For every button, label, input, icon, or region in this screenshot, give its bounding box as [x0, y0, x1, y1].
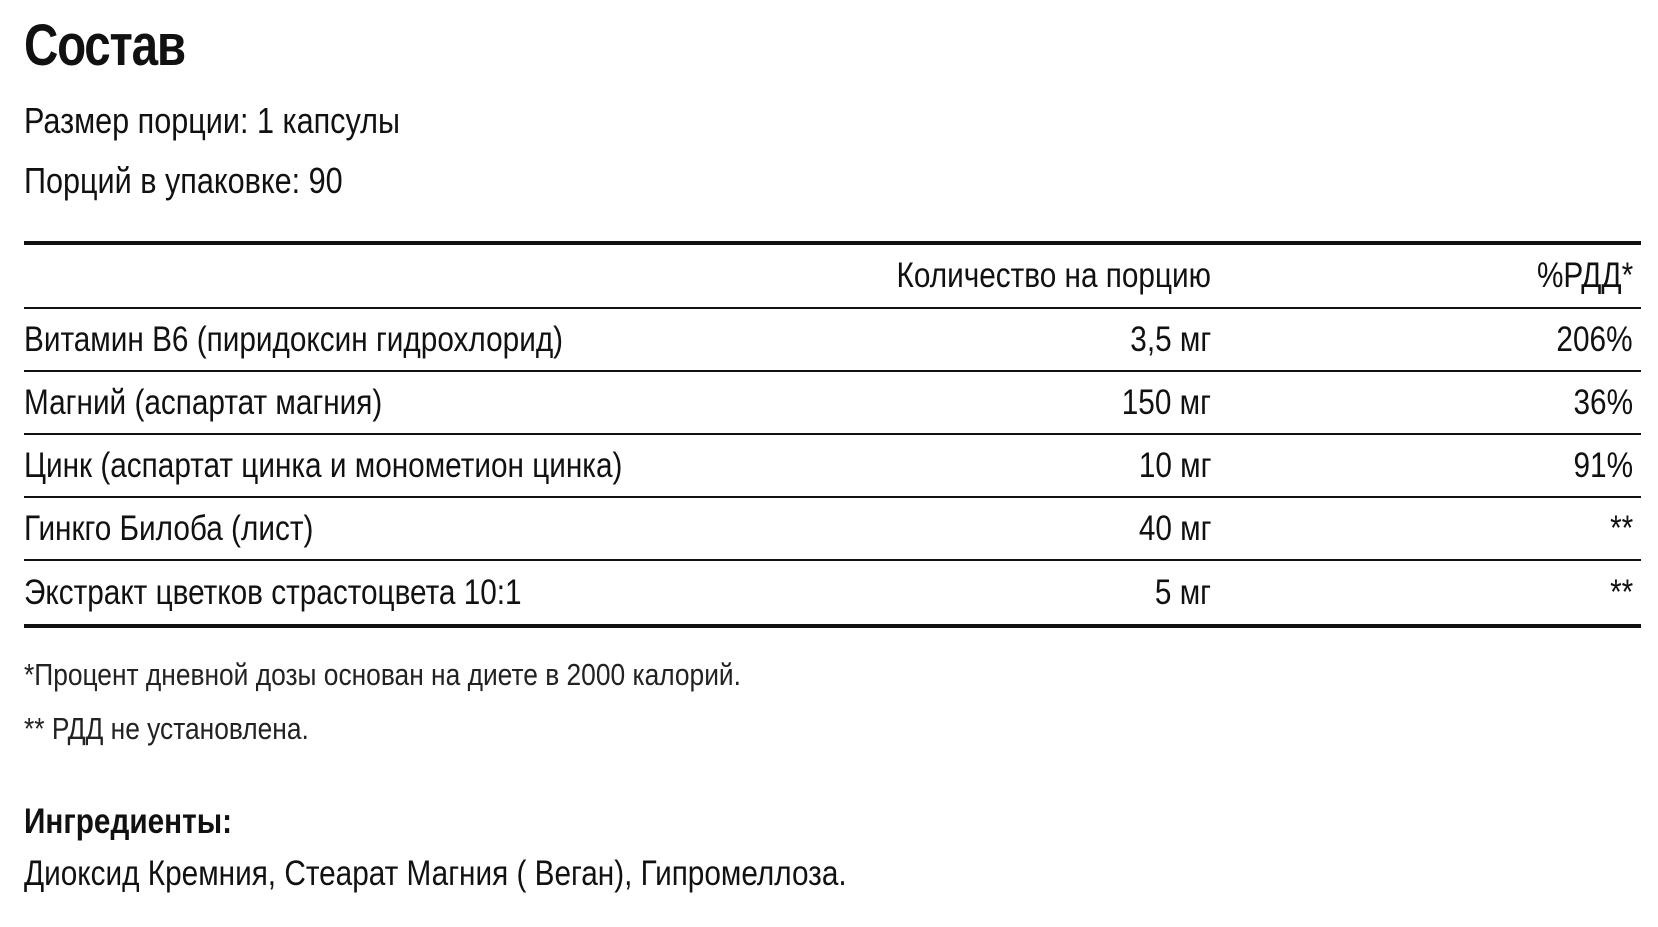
ingredients-list: Диоксид Кремния, Стеарат Магния ( Веган), Гипромеллоза. [24, 854, 847, 893]
nutrient-dv: 36% [1573, 382, 1633, 422]
ingredients-heading: Ингредиенты: [24, 802, 233, 841]
nutrient-dv-cell [1563, 435, 1633, 496]
nutrient-amount: 10 мг [1138, 445, 1211, 485]
nutrient-name: Экстракт цветков страстоцвета 10:1 [24, 572, 522, 612]
table-row [24, 498, 1641, 561]
header-dv-label: %РДД* [1536, 256, 1633, 295]
nutrient-amount-cell [1106, 372, 1211, 433]
nutrient-dv-cell [1606, 561, 1633, 624]
nutrient-amount: 150 мг [1121, 382, 1211, 422]
page-title: Состав [24, 13, 185, 78]
nutrient-name-cell [24, 309, 658, 370]
nutrient-name: Цинк (аспартат цинка и монометион цинка) [24, 445, 623, 485]
supplement-facts-table [24, 241, 1641, 628]
nutrient-name: Магний (аспартат магния) [24, 382, 383, 422]
nutrient-dv-cell [1606, 498, 1633, 559]
table-row [24, 435, 1641, 498]
table-row [24, 561, 1641, 624]
nutrient-dv: 206% [1556, 319, 1633, 359]
nutrient-dv: ** [1609, 508, 1633, 548]
nutrient-name: Витамин В6 (пиридоксин гидрохлорид) [24, 319, 564, 359]
table-header-row [24, 245, 1641, 309]
nutrient-name-cell [24, 498, 364, 559]
nutrient-name-cell [24, 435, 728, 496]
nutrient-amount-cell [1116, 309, 1211, 370]
servings-per-container: Порций в упаковке: 90 [24, 160, 343, 201]
footnote-not-established: ** РДД не установлена. [24, 711, 309, 746]
nutrient-name: Гинкго Билоба (лист) [24, 508, 314, 548]
table-row [24, 372, 1641, 435]
footnote-daily-value: *Процент дневной дозы основан на диете в 2000 калорий. [24, 657, 741, 692]
nutrient-amount: 40 мг [1138, 508, 1211, 548]
nutrient-amount-cell [1126, 498, 1211, 559]
header-amount-label: Количество на порцию [896, 256, 1211, 295]
nutrient-dv-cell [1563, 372, 1633, 433]
nutrient-dv: ** [1609, 572, 1633, 612]
nutrient-amount: 5 мг [1154, 572, 1211, 612]
header-amount-cell [841, 245, 1211, 307]
header-dv-cell [1520, 245, 1633, 307]
nutrient-amount-cell [1145, 561, 1211, 624]
nutrient-dv: 91% [1573, 445, 1633, 485]
nutrient-name-cell [24, 372, 446, 433]
nutrient-dv-cell [1543, 309, 1633, 370]
nutrient-name-cell [24, 561, 609, 624]
nutrient-amount-cell [1126, 435, 1211, 496]
table-row [24, 309, 1641, 372]
nutrient-amount: 3,5 мг [1130, 319, 1211, 359]
serving-size: Размер порции: 1 капсулы [24, 100, 400, 141]
